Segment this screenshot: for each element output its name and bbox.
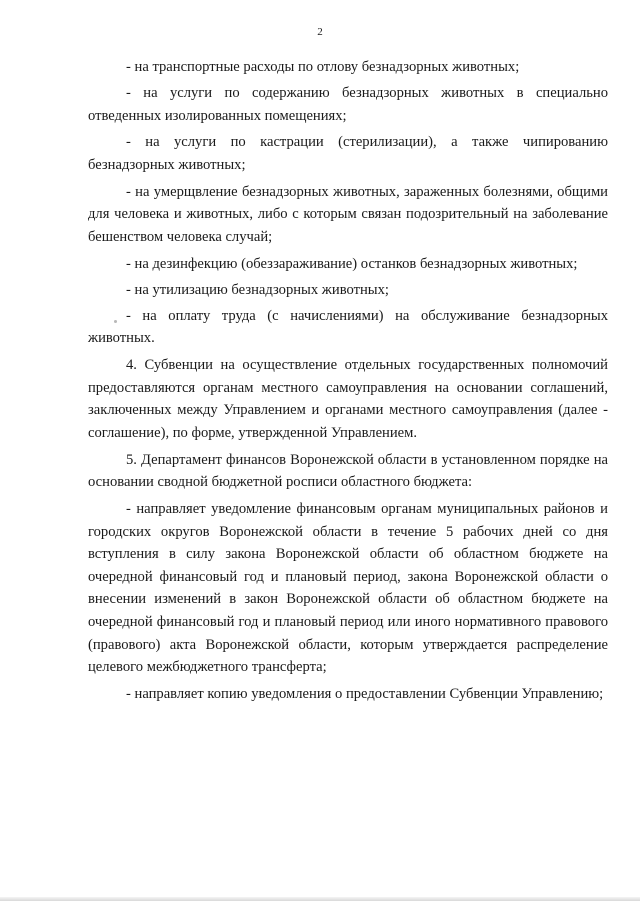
- paragraph-section-5: 5. Департамент финансов Воронежской области в установленном порядке на основании сводной бюджетной росписи областного бюджета:: [88, 451, 608, 491]
- paragraph-transport-expenses: - на транспортные расходы по отлову безнадзорных животных;: [126, 59, 520, 75]
- scan-bottom-edge: [0, 897, 640, 901]
- paragraph-euthanasia: - на умерщвление безнадзорных животных, зараженных болезнями, общими для человека и животных, либо с которым связан подозрительный на заболевание бешенством человека случай;: [88, 183, 608, 245]
- paragraph-disinfection: - на дезинфекцию (обеззараживание) останков безнадзорных животных;: [126, 255, 578, 272]
- paragraph-notification-copy: - направляет копию уведомления о предоставлении Субвенции Управлению;: [126, 685, 604, 702]
- paragraph-disposal: - на утилизацию безнадзорных животных;: [126, 281, 389, 298]
- scan-speck: [114, 320, 117, 323]
- document-body: [88, 56, 608, 710]
- paragraph-notification: - направляет уведомление финансовым органам муниципальных районов и городских округов Воронежской области в течение 5 рабочих дней со дня вступления в силу закона Воронежской области об областном бюджете на очередной финансовый год и плановый период, закона Воронежской области о внесении изменений в закон Воронежской области об областном бюджете на очередной финансовый год и плановый период или иного нормативного правового (правового) акта Воронежской области, которым утверждается распределение целевого межбюджетного трансферта;: [88, 500, 608, 676]
- paragraph-sterilization-services: - на услуги по кастрации (стерилизации), а также чипированию безнадзорных животных;: [88, 134, 608, 173]
- paragraph-housing-services: - на услуги по содержанию безнадзорных животных в специально отведенных изолированных помещениях;: [88, 84, 608, 124]
- page-number: 2: [317, 26, 323, 38]
- paragraph-labor-costs: - на оплату труда (с начислениями) на обслуживание безнадзорных животных.: [88, 307, 608, 347]
- paragraph-section-4: 4. Субвенции на осуществление отдельных государственных полномочий предоставляются органам местного самоуправления на основании соглашений, заключенных между Управлением и органами местного самоуправления (далее - соглашение), по форме, утвержденной Управлением.: [88, 357, 608, 441]
